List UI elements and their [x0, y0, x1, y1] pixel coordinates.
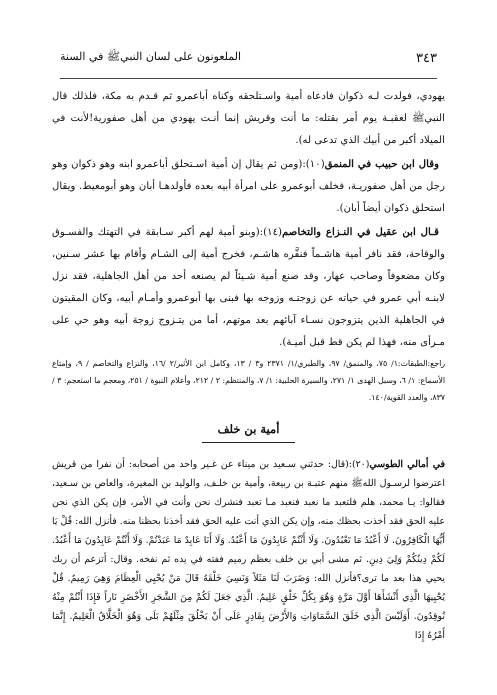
- paragraph-2-lead: وقال ابن حبيب في المنمق: [324, 158, 439, 170]
- paragraph-3-text: (وبنو أمية لهم أكبر سـابقة في التهتك والفسـوق والوقاحة، فقد نافر أمية هاشـماً فنفَّره هاشـم، فخرج أمية إلى الشـام وأقام بها عشر سـنين، وكان مضعوفاً وصاحب عهار، وقد صنع أمية شـيئاً لم يصنعه أحد من أهل الجاهلية، فقد نزل لابنـه أبي عمرو في حياته عن زوجتـه وزوجه بها فبنى بها أبوعمرو وأمـام أبيه، وكان المقيتون في الجاهلية الذين يتزوجون نسـاء آبائهم بعد موتهم، أما من يتـزوج زوجة أبيه وهو حي على مـرأى منه، فهذا لم يكن قط قبل أميـة).: [52, 227, 445, 348]
- paragraph-2: [52, 153, 445, 220]
- paragraph-4-lead: في أمالي الطوسي: [369, 459, 446, 470]
- paragraph-4-text: (قال: حدثني سـعيد بن ميناء عن غـير واحد من أصحابه: أن نفرا من قريش اعترضوا لرسـول اللهﷺ منهم عتبـة بن ربيعة، وأمية بن خلـف، والوليد بن المغيرة، والعاص بن سـعيد، فقالوا: يـا محمد، هلم فلتعبد ما نعبد فنعبد مـا تعبد فنشرك نحن وأنت في الأمر، فإن يكن الذي نحن عليه الحق فقد أخذت بحظك منه، وإن يكن الذي أنت عليه الحق فقد أخذنا بحظنا منه. فأنزل الله:: [52, 459, 446, 527]
- paragraph-4: [52, 455, 445, 645]
- quran-verse-2: وَضَرَبَ لَنَا مَثَلاً وَنَسِيَ خَلْقَهُ قَالَ مَنْ يُحْيِي الْعِظَامَ وَهِيَ رَمِيمٌ. قُلْ يُحْيِيهَا الَّذِي أَنْشَأَهَا أَوَّلَ مَرَّةٍ وَهُوَ بِكُلِّ خَلْقٍ عَلِيمٌ. الَّذِي جَعَلَ لَكُمْ مِنَ الشَّجَرِ الأَخْضَرِ نَاراً فَإِذَا أَنْتُمْ مِنْهُ تُوقِدُونَ. أَوَلَيْسَ الَّذِي خَلَقَ السَّمَاوَاتِ وَالأَرْضَ بِقَادِرٍ عَلَى أَنْ يَخْلُقَ مِثْلَهُمْ بَلَى وَهُوَ الْخَلَّاقُ الْعَلِيمُ. إِنَّمَا أَمْرُهُ إِذَا: [52, 573, 445, 641]
- references: راجع:الطبقات:١/ ٧٥، والمنمق/ ٩٧، والطبري/١/ ٢٣٧١ و٣ / ١٣، وكامل ابن الأثير/٢ /١٦، والنزاع والتخاصم / ٩، وإمتاع الأسماع: ١/ ٦، وسبل الهدى ١/ ٢٧١، والسيرة الحلبية: ١/ ٧، والمنتظم: ٢ / ٢١٢، وأعلام النبوة / ٢٥١، ومعجم ما استعجم: ٣ / ٨٣٧، والعدد القوية/١٤٠.: [52, 359, 446, 402]
- paragraph-2-ref: (١٠):: [302, 159, 325, 170]
- quran-verse-1: قُلْ يَا أَيُّهَا الْكَافِرُونَ. لَا أَعْبُدُ مَا تَعْبُدُونَ. وَلَا أَنْتُمْ عَابِدُونَ مَا أَعْبُدُ. وَلَا أَنَا عَابِدٌ مَا عَبَدْتُمْ. وَلَا أَنْتُمْ عَابِدُونَ مَا أَعْبُدُ. لَكُمْ دِينُكُمْ وَلِيَ دِينِ.: [52, 516, 445, 565]
- section-heading-wrap: [52, 416, 445, 443]
- paragraph-3: [52, 221, 445, 354]
- page-header: [60, 48, 437, 68]
- paragraph-2-text: (ومن ثم يقال إن أمية اسـتحلق أباعمرو ابنه وهو ذكوان وهو رجل من أهل صفوريـة، فخلف أبوعمرو على امرأة أبيه بعده فأولدهـا أبان وهو أبومعيط. ويقال استحلق ذكوان أيضاً أبان).: [52, 159, 445, 214]
- paragraph-1: يهودي، فولدت لـه ذكوان فادعاه أمية واسـتلحقه وكناه أباعمرو ثم قـدم به مكة، فلذلك قال النبيﷺ لعقبـة يوم أمر بقتله: ما أنت وقريش إنما أنـت يهودي من أهل صفورية!لأنت في الميلاد أكبر من أبيك الذي تدعى له).: [52, 91, 445, 146]
- paragraph-3-ref: (١٤):: [259, 227, 283, 238]
- page-body: [52, 86, 445, 646]
- header-divider: [60, 78, 437, 79]
- paragraph-3-lead: قـال ابن عقيل في النـزاع والتخاصم: [282, 226, 439, 238]
- paragraph-5-text: ثم مشى أبي بن خلف بعظم رميم ففته في يده ثم نفخه. وقال: أتزعم أن ربك يحيي هذا بعد ما ترى؟فأنزل الله:: [52, 554, 445, 584]
- section-title: أمية بن خلف: [202, 416, 296, 443]
- paragraph-4-ref: (٢٠):: [348, 459, 370, 470]
- running-title: الملعونون على لسان النبيﷺ في السنة: [60, 50, 242, 63]
- page-number: ٣٤٣: [416, 50, 437, 66]
